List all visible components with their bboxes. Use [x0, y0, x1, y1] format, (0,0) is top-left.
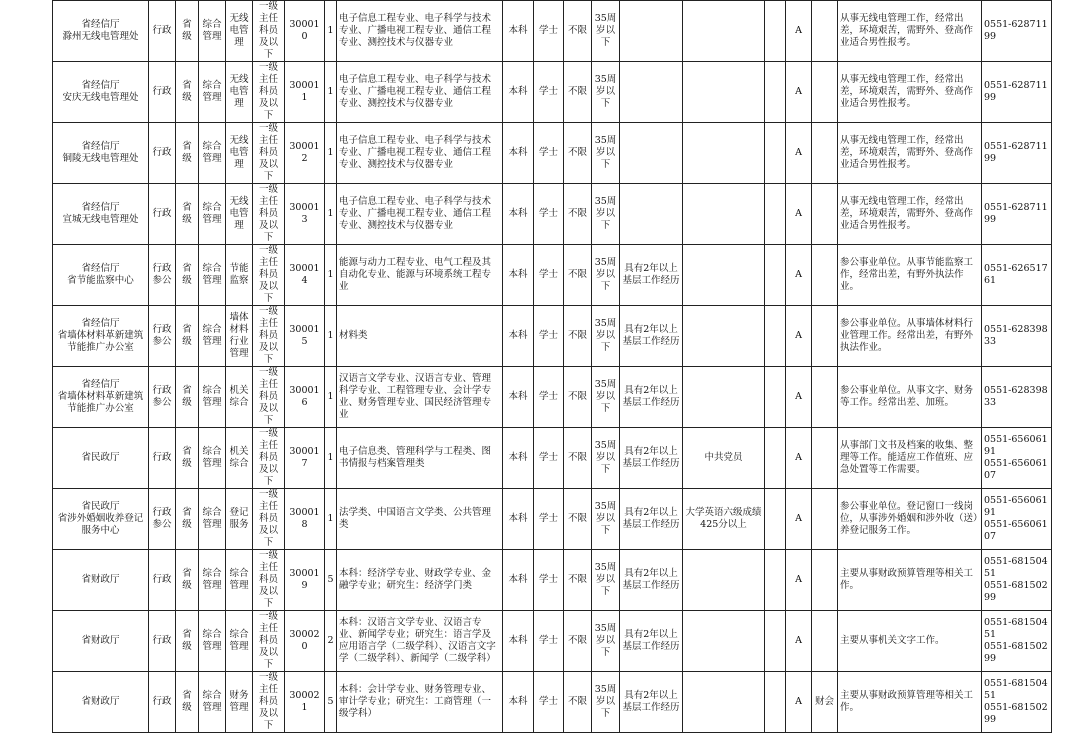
position-cell: 无线电管理: [226, 62, 253, 123]
age-cell: 35周岁以下: [592, 367, 620, 428]
experience-cell: [620, 184, 683, 245]
count-cell: 5: [325, 672, 337, 733]
experience-cell: [620, 1, 683, 62]
ratio-cell: A: [786, 611, 812, 672]
count-cell: 1: [325, 245, 337, 306]
major-cell: 能源与动力工程专业、电气工程及其自动化专业、能源与环境系统工程专业: [337, 245, 503, 306]
restriction-cell: 不限: [564, 245, 592, 306]
code-cell: 300011: [285, 62, 325, 123]
department-cell: [53, 184, 149, 245]
department-cell: [53, 550, 149, 611]
grade-cell: 一级主任科员及以下: [253, 123, 285, 184]
major-cell: 电子信息工程专业、电子科学与技术专业、广播电视工程专业、通信工程专业、测控技术与仪器专业: [337, 62, 503, 123]
experience-cell: 具有2年以上基层工作经历: [620, 489, 683, 550]
position-cell: 机关综合: [226, 367, 253, 428]
grade-cell: 一级主任科员及以下: [253, 428, 285, 489]
department-name: 省财政厅: [81, 696, 120, 707]
phone-number: 0551-62871199: [984, 202, 1048, 225]
experience-cell: 具有2年以上基层工作经历: [620, 367, 683, 428]
position-cell: 综合管理: [226, 550, 253, 611]
table-row: [53, 672, 1052, 733]
nature-cell: 行政: [149, 611, 176, 672]
department-name: 省经信厅: [81, 19, 120, 30]
category-cell: 综合管理: [199, 550, 226, 611]
education-cell: 本科: [503, 62, 534, 123]
exam-type-cell: [812, 367, 838, 428]
education-cell: 本科: [503, 306, 534, 367]
department-cell: [53, 672, 149, 733]
note-cell: 主要从事财政预算管理等相关工作。: [838, 672, 982, 733]
grade-cell: 一级主任科员及以下: [253, 489, 285, 550]
education-cell: 本科: [503, 672, 534, 733]
level-cell: 省级: [176, 123, 199, 184]
level-cell: 省级: [176, 489, 199, 550]
note-cell: 参公事业单位。从事文字、财务等工作。经常出差、加班。: [838, 367, 982, 428]
category-cell: 综合管理: [199, 123, 226, 184]
age-cell: 35周岁以下: [592, 1, 620, 62]
table-row: [53, 428, 1052, 489]
count-cell: 5: [325, 550, 337, 611]
age-cell: 35周岁以下: [592, 550, 620, 611]
degree-cell: 学士: [534, 1, 564, 62]
remark-cell: [765, 1, 786, 62]
remark-cell: [765, 245, 786, 306]
unit-name: 省墙体材料革新建筑节能推广办公室: [57, 330, 144, 353]
major-cell: 电子信息工程专业、电子科学与技术专业、广播电视工程专业、通信工程专业、测控技术与仪器专业: [337, 1, 503, 62]
department-cell: [53, 123, 149, 184]
experience-cell: 具有2年以上基层工作经历: [620, 672, 683, 733]
count-cell: 2: [325, 611, 337, 672]
exam-type-cell: [812, 1, 838, 62]
other-condition-cell: [683, 123, 765, 184]
unit-name: 省墙体材料革新建筑节能推广办公室: [57, 391, 144, 414]
ratio-cell: A: [786, 62, 812, 123]
restriction-cell: 不限: [564, 367, 592, 428]
code-cell: 300018: [285, 489, 325, 550]
other-condition-cell: [683, 62, 765, 123]
table-row: [53, 184, 1052, 245]
major-cell: 电子信息工程专业、电子科学与技术专业、广播电视工程专业、通信工程专业、测控技术与仪器专业: [337, 123, 503, 184]
restriction-cell: 不限: [564, 184, 592, 245]
department-name: 省经信厅: [81, 263, 120, 274]
exam-type-cell: [812, 550, 838, 611]
other-condition-cell: [683, 672, 765, 733]
code-cell: 300013: [285, 184, 325, 245]
phone-number: 0551-68150451: [984, 617, 1048, 640]
age-cell: 35周岁以下: [592, 672, 620, 733]
category-cell: 综合管理: [199, 367, 226, 428]
remark-cell: [765, 367, 786, 428]
unit-name: 滁州无线电管理处: [62, 31, 139, 42]
remark-cell: [765, 672, 786, 733]
table-row: [53, 550, 1052, 611]
other-condition-cell: 中共党员: [683, 428, 765, 489]
position-cell: 无线电管理: [226, 123, 253, 184]
count-cell: 1: [325, 1, 337, 62]
phone-cell: [982, 672, 1052, 733]
exam-type-cell: [812, 428, 838, 489]
degree-cell: 学士: [534, 489, 564, 550]
age-cell: 35周岁以下: [592, 184, 620, 245]
unit-name: 省涉外婚姻收养登记服务中心: [57, 513, 144, 536]
phone-cell: [982, 62, 1052, 123]
table-row: [53, 489, 1052, 550]
nature-cell: 行政参公: [149, 489, 176, 550]
count-cell: 1: [325, 62, 337, 123]
department-name: 省经信厅: [81, 318, 120, 329]
other-condition-cell: [683, 1, 765, 62]
restriction-cell: 不限: [564, 672, 592, 733]
note-cell: 参公事业单位。从事节能监察工作，经常出差，有野外执法作业。: [838, 245, 982, 306]
code-cell: 300016: [285, 367, 325, 428]
degree-cell: 学士: [534, 367, 564, 428]
level-cell: 省级: [176, 184, 199, 245]
other-condition-cell: [683, 367, 765, 428]
experience-cell: [620, 123, 683, 184]
note-cell: 从事无线电管理工作，经常出差，环境艰苦，需野外、登高作业适合男性报考。: [838, 123, 982, 184]
table-row: [53, 306, 1052, 367]
grade-cell: 一级主任科员及以下: [253, 245, 285, 306]
note-cell: 主要从事机关文字工作。: [838, 611, 982, 672]
major-cell: 材料类: [337, 306, 503, 367]
category-cell: 综合管理: [199, 184, 226, 245]
age-cell: 35周岁以下: [592, 489, 620, 550]
other-condition-cell: 大学英语六级成绩425分以上: [683, 489, 765, 550]
department-cell: [53, 62, 149, 123]
education-cell: 本科: [503, 367, 534, 428]
code-cell: 300015: [285, 306, 325, 367]
department-name: 省民政厅: [81, 501, 120, 512]
degree-cell: 学士: [534, 550, 564, 611]
level-cell: 省级: [176, 306, 199, 367]
other-condition-cell: [683, 306, 765, 367]
level-cell: 省级: [176, 245, 199, 306]
restriction-cell: 不限: [564, 489, 592, 550]
position-cell: 节能监察: [226, 245, 253, 306]
department-name: 省经信厅: [81, 141, 120, 152]
note-cell: 从事无线电管理工作，经常出差，环境艰苦，需野外、登高作业适合男性报考。: [838, 62, 982, 123]
exam-type-cell: [812, 245, 838, 306]
phone-number: 0551-62651761: [984, 263, 1048, 286]
age-cell: 35周岁以下: [592, 245, 620, 306]
phone-number: 0551-68150299: [984, 641, 1048, 664]
phone-cell: [982, 245, 1052, 306]
count-cell: 1: [325, 489, 337, 550]
level-cell: 省级: [176, 62, 199, 123]
exam-type-cell: [812, 489, 838, 550]
department-cell: [53, 428, 149, 489]
restriction-cell: 不限: [564, 611, 592, 672]
grade-cell: 一级主任科员及以下: [253, 611, 285, 672]
category-cell: 综合管理: [199, 489, 226, 550]
phone-number: 0551-62871199: [984, 141, 1048, 164]
nature-cell: 行政: [149, 428, 176, 489]
table-row: [53, 62, 1052, 123]
restriction-cell: 不限: [564, 62, 592, 123]
phone-number: 0551-65606107: [984, 519, 1048, 542]
phone-number: 0551-68150451: [984, 678, 1048, 701]
grade-cell: 一级主任科员及以下: [253, 672, 285, 733]
degree-cell: 学士: [534, 184, 564, 245]
ratio-cell: A: [786, 428, 812, 489]
code-cell: 300014: [285, 245, 325, 306]
code-cell: 300019: [285, 550, 325, 611]
grade-cell: 一级主任科员及以下: [253, 184, 285, 245]
position-cell: 墙体材料行业管理: [226, 306, 253, 367]
phone-number: 0551-68150451: [984, 556, 1048, 579]
department-name: 省民政厅: [81, 452, 120, 463]
note-cell: 主要从事财政预算管理等相关工作。: [838, 550, 982, 611]
level-cell: 省级: [176, 672, 199, 733]
ratio-cell: A: [786, 306, 812, 367]
level-cell: 省级: [176, 550, 199, 611]
phone-number: 0551-62871199: [984, 19, 1048, 42]
ratio-cell: A: [786, 245, 812, 306]
note-cell: 从事无线电管理工作，经常出差，环境艰苦，需野外、登高作业适合男性报考。: [838, 1, 982, 62]
phone-cell: [982, 428, 1052, 489]
exam-type-cell: [812, 611, 838, 672]
experience-cell: [620, 62, 683, 123]
nature-cell: 行政: [149, 1, 176, 62]
restriction-cell: 不限: [564, 123, 592, 184]
department-cell: [53, 611, 149, 672]
position-cell: 财务管理: [226, 672, 253, 733]
level-cell: 省级: [176, 428, 199, 489]
category-cell: 综合管理: [199, 672, 226, 733]
education-cell: 本科: [503, 550, 534, 611]
nature-cell: 行政: [149, 184, 176, 245]
other-condition-cell: [683, 184, 765, 245]
ratio-cell: A: [786, 123, 812, 184]
major-cell: 本科：汉语言文学专业、汉语言专业、新闻学专业；研究生：语言学及应用语言学（二级学科）、汉语言文字学（二级学科）、新闻学（二级学科）: [337, 611, 503, 672]
other-condition-cell: [683, 550, 765, 611]
department-name: 省经信厅: [81, 202, 120, 213]
phone-cell: [982, 489, 1052, 550]
note-cell: 从事部门文书及档案的收集、整理等工作。能适应工作值班、应急处置等工作需要。: [838, 428, 982, 489]
experience-cell: 具有2年以上基层工作经历: [620, 306, 683, 367]
nature-cell: 行政: [149, 550, 176, 611]
grade-cell: 一级主任科员及以下: [253, 550, 285, 611]
phone-number: 0551-62839833: [984, 324, 1048, 347]
nature-cell: 行政: [149, 62, 176, 123]
remark-cell: [765, 550, 786, 611]
code-cell: 300012: [285, 123, 325, 184]
ratio-cell: A: [786, 672, 812, 733]
phone-cell: [982, 306, 1052, 367]
note-cell: 从事无线电管理工作，经常出差，环境艰苦，需野外、登高作业适合男性报考。: [838, 184, 982, 245]
phone-number: 0551-62839833: [984, 385, 1048, 408]
phone-number: 0551-62871199: [984, 80, 1048, 103]
phone-cell: [982, 1, 1052, 62]
phone-cell: [982, 367, 1052, 428]
unit-name: 安庆无线电管理处: [62, 92, 139, 103]
nature-cell: 行政参公: [149, 245, 176, 306]
experience-cell: 具有2年以上基层工作经历: [620, 550, 683, 611]
category-cell: 综合管理: [199, 611, 226, 672]
major-cell: 本科：经济学专业、财政学专业、金融学专业；研究生：经济学门类: [337, 550, 503, 611]
age-cell: 35周岁以下: [592, 306, 620, 367]
phone-number: 0551-68150299: [984, 580, 1048, 603]
department-name: 省财政厅: [81, 635, 120, 646]
degree-cell: 学士: [534, 306, 564, 367]
category-cell: 综合管理: [199, 428, 226, 489]
note-cell: 参公事业单位。登记窗口一线岗位，从事涉外婚姻和涉外收（送）养登记服务工作。: [838, 489, 982, 550]
major-cell: 电子信息类、管理科学与工程类、图书情报与档案管理类: [337, 428, 503, 489]
restriction-cell: 不限: [564, 306, 592, 367]
ratio-cell: A: [786, 550, 812, 611]
level-cell: 省级: [176, 1, 199, 62]
restriction-cell: 不限: [564, 1, 592, 62]
department-cell: [53, 245, 149, 306]
count-cell: 1: [325, 123, 337, 184]
ratio-cell: A: [786, 184, 812, 245]
education-cell: 本科: [503, 123, 534, 184]
education-cell: 本科: [503, 489, 534, 550]
nature-cell: 行政: [149, 672, 176, 733]
age-cell: 35周岁以下: [592, 123, 620, 184]
remark-cell: [765, 489, 786, 550]
exam-type-cell: 财会: [812, 672, 838, 733]
exam-type-cell: [812, 306, 838, 367]
education-cell: 本科: [503, 611, 534, 672]
other-condition-cell: [683, 611, 765, 672]
age-cell: 35周岁以下: [592, 62, 620, 123]
exam-type-cell: [812, 184, 838, 245]
nature-cell: 行政参公: [149, 306, 176, 367]
major-cell: 法学类、中国语言文学类、公共管理类: [337, 489, 503, 550]
phone-number: 0551-65606191: [984, 434, 1048, 457]
degree-cell: 学士: [534, 672, 564, 733]
count-cell: 1: [325, 184, 337, 245]
position-cell: 综合管理: [226, 611, 253, 672]
exam-type-cell: [812, 62, 838, 123]
level-cell: 省级: [176, 367, 199, 428]
level-cell: 省级: [176, 611, 199, 672]
remark-cell: [765, 123, 786, 184]
degree-cell: 学士: [534, 611, 564, 672]
phone-cell: [982, 184, 1052, 245]
table-row: [53, 1, 1052, 62]
exam-type-cell: [812, 123, 838, 184]
major-cell: 本科：会计学专业、财务管理专业、审计学专业；研究生：工商管理（一级学科）: [337, 672, 503, 733]
table-row: [53, 123, 1052, 184]
phone-number: 0551-68150299: [984, 702, 1048, 725]
code-cell: 300021: [285, 672, 325, 733]
count-cell: 1: [325, 306, 337, 367]
table-row: [53, 245, 1052, 306]
unit-name: 铜陵无线电管理处: [62, 153, 139, 164]
phone-cell: [982, 550, 1052, 611]
unit-name: 省节能监察中心: [67, 275, 134, 286]
code-cell: 300010: [285, 1, 325, 62]
experience-cell: 具有2年以上基层工作经历: [620, 611, 683, 672]
position-cell: 无线电管理: [226, 184, 253, 245]
table-row: [53, 611, 1052, 672]
age-cell: 35周岁以下: [592, 611, 620, 672]
department-cell: [53, 367, 149, 428]
phone-number: 0551-65606191: [984, 495, 1048, 518]
unit-name: 宣城无线电管理处: [62, 214, 139, 225]
remark-cell: [765, 306, 786, 367]
education-cell: 本科: [503, 1, 534, 62]
other-condition-cell: [683, 245, 765, 306]
education-cell: 本科: [503, 184, 534, 245]
phone-number: 0551-65606107: [984, 458, 1048, 481]
recruitment-table: [52, 0, 1052, 733]
grade-cell: 一级主任科员及以下: [253, 62, 285, 123]
note-cell: 参公事业单位。从事墙体材料行业管理工作。经常出差，有野外执法作业。: [838, 306, 982, 367]
nature-cell: 行政: [149, 123, 176, 184]
education-cell: 本科: [503, 245, 534, 306]
restriction-cell: 不限: [564, 550, 592, 611]
count-cell: 1: [325, 367, 337, 428]
code-cell: 300020: [285, 611, 325, 672]
grade-cell: 一级主任科员及以下: [253, 306, 285, 367]
major-cell: 汉语言文学专业、汉语言专业、管理科学专业、工程管理专业、会计学专业、财务管理专业、国民经济管理专业: [337, 367, 503, 428]
category-cell: 综合管理: [199, 1, 226, 62]
major-cell: 电子信息工程专业、电子科学与技术专业、广播电视工程专业、通信工程专业、测控技术与仪器专业: [337, 184, 503, 245]
education-cell: 本科: [503, 428, 534, 489]
department-cell: [53, 1, 149, 62]
position-cell: 无线电管理: [226, 1, 253, 62]
degree-cell: 学士: [534, 245, 564, 306]
degree-cell: 学士: [534, 123, 564, 184]
department-cell: [53, 306, 149, 367]
restriction-cell: 不限: [564, 428, 592, 489]
grade-cell: 一级主任科员及以下: [253, 367, 285, 428]
category-cell: 综合管理: [199, 245, 226, 306]
degree-cell: 学士: [534, 428, 564, 489]
experience-cell: 具有2年以上基层工作经历: [620, 428, 683, 489]
phone-cell: [982, 611, 1052, 672]
remark-cell: [765, 428, 786, 489]
code-cell: 300017: [285, 428, 325, 489]
category-cell: 综合管理: [199, 306, 226, 367]
department-name: 省经信厅: [81, 379, 120, 390]
phone-cell: [982, 123, 1052, 184]
grade-cell: 一级主任科员及以下: [253, 1, 285, 62]
remark-cell: [765, 62, 786, 123]
department-cell: [53, 489, 149, 550]
ratio-cell: A: [786, 489, 812, 550]
category-cell: 综合管理: [199, 62, 226, 123]
experience-cell: 具有2年以上基层工作经历: [620, 245, 683, 306]
ratio-cell: A: [786, 367, 812, 428]
position-cell: 登记服务: [226, 489, 253, 550]
count-cell: 1: [325, 428, 337, 489]
position-cell: 机关综合: [226, 428, 253, 489]
nature-cell: 行政参公: [149, 367, 176, 428]
age-cell: 35周岁以下: [592, 428, 620, 489]
department-name: 省财政厅: [81, 574, 120, 585]
remark-cell: [765, 184, 786, 245]
department-name: 省经信厅: [81, 80, 120, 91]
degree-cell: 学士: [534, 62, 564, 123]
remark-cell: [765, 611, 786, 672]
ratio-cell: A: [786, 1, 812, 62]
table-row: [53, 367, 1052, 428]
